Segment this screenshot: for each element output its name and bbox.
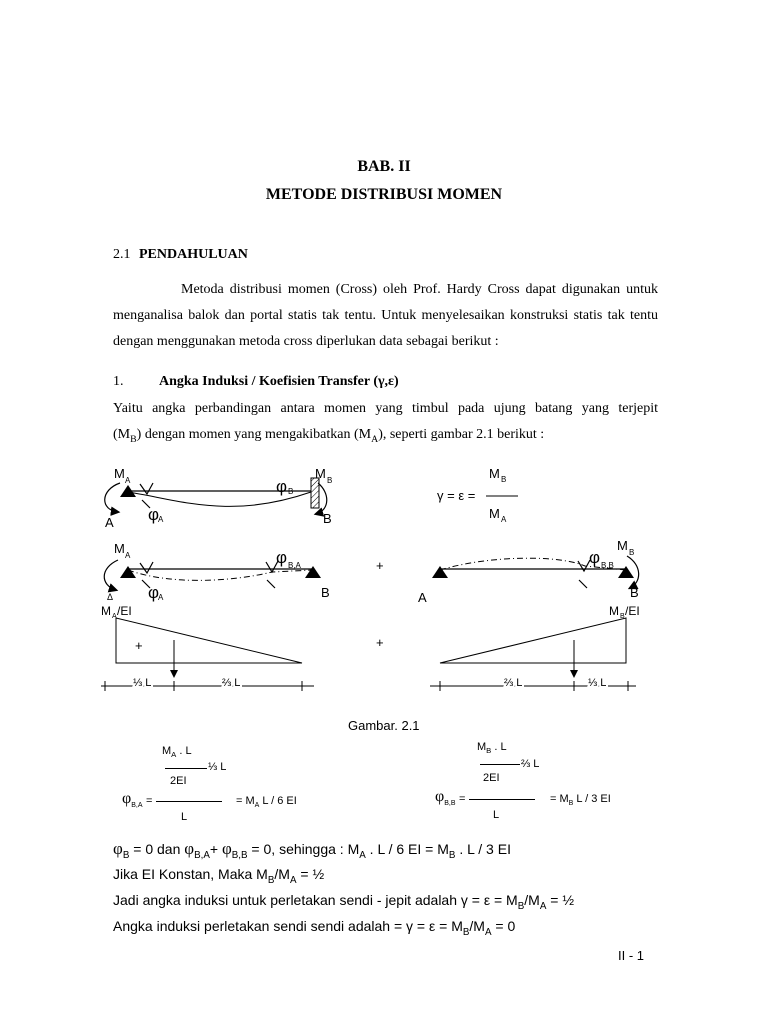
svg-text:⅓ L: ⅓ L (588, 677, 607, 689)
svg-text:Δ: Δ (107, 592, 114, 602)
svg-text:A: A (501, 515, 507, 524)
formula-right-den: 2EI (483, 772, 500, 784)
svg-text:φ: φ (276, 548, 288, 567)
formula-left-tail: ⅓ L (208, 761, 227, 773)
svg-text:A: A (418, 590, 427, 605)
beam-diagram-1 (105, 466, 333, 530)
svg-text:/EI: /EI (117, 604, 132, 618)
svg-text:+: + (135, 638, 143, 653)
formula-left-den: 2EI (170, 775, 187, 787)
formula-left-main-line (156, 801, 222, 802)
svg-text:B: B (630, 585, 639, 600)
item-text: Yaitu angka perbandingan antara momen yang timbul pada ujung batang yang terjepit (113, 401, 658, 416)
svg-text:M: M (489, 506, 500, 521)
svg-text:M: M (489, 466, 500, 481)
formula-left-lhs: $\varphi_{B,A}$ (122, 790, 143, 810)
formula-right-tail: ⅔ L (521, 758, 540, 770)
svg-text:/EI: /EI (625, 604, 640, 618)
sendi-sendi-line: Angka induksi perletakan sendi sendi adalah = $\gamma = \varepsilon = M_B/M_A = 0$ (113, 918, 516, 938)
formula-right-main-line (469, 799, 535, 800)
svg-text:B,A: B,A (288, 561, 301, 570)
label-b: B (323, 511, 332, 526)
beam-diagram-3 (418, 538, 639, 605)
sendi-jepit-line: Jadi angka induksi untuk perletakan sendi - jepit adalah $\gamma = \varepsilon = M_B/M_A$ = ½ (113, 892, 575, 912)
ei-constant-line: Jika EI Konstan, Maka $M_B/M_A$ = ½ (113, 866, 325, 886)
svg-text:B: B (288, 487, 294, 496)
figure-2-1 (0, 455, 768, 715)
svg-text:M: M (101, 604, 111, 618)
beam-diagram-2 (104, 541, 329, 602)
svg-text:⅔ L: ⅔ L (504, 677, 523, 689)
svg-text:M: M (617, 538, 628, 553)
label-ma: M (114, 466, 125, 481)
svg-text:⅔ L: ⅔ L (222, 677, 241, 689)
plus-sign-2: + (376, 635, 384, 650)
moment-diagram-left (101, 604, 314, 691)
section-title: PENDAHULUAN (139, 247, 248, 262)
item-text-2: $(M_B)$ dengan momen yang mengakibatkan $(M_A)$, seperti gambar 2.1 berikut : (113, 427, 545, 445)
formula-left-fraction-line (165, 768, 207, 769)
formula-left-result: = $M_A$ L / 6 EI (236, 795, 297, 810)
svg-text:B: B (321, 585, 330, 600)
page-number: II - 1 (618, 948, 645, 963)
svg-text:A: A (112, 613, 117, 620)
label-phi-a: φ (148, 505, 160, 524)
svg-text:φ: φ (148, 583, 160, 602)
formula-right-result: = $M_B$ L / 3 EI (550, 793, 611, 808)
formula-left-numerator: $M_A$ . L (162, 745, 192, 760)
chapter-title: METODE DISTRIBUSI MOMEN (265, 186, 503, 203)
figure-caption: Gambar. 2.1 (348, 718, 420, 733)
moment-arrow-a (105, 483, 120, 512)
svg-text:B: B (327, 476, 333, 485)
fixed-support-b (311, 478, 319, 508)
svg-text:B: B (501, 475, 507, 484)
svg-text:B: B (620, 613, 625, 620)
svg-text:A: A (125, 551, 131, 560)
formula-right-lhs: $\varphi_{B,B}$ (435, 788, 456, 808)
svg-text:B: B (629, 548, 635, 557)
plus-sign-1: + (376, 558, 384, 573)
svg-text:B,B: B,B (601, 561, 614, 570)
condition-equation: $\varphi_B = 0$ dan $\varphi_{B,A}+ \varphi_{B,B} = 0$, sehingga : $M_A$ . L / 6 EI = $M_B$ . L / 3 EI (113, 839, 511, 861)
svg-text:⅓ L: ⅓ L (133, 677, 152, 689)
label-a: A (105, 515, 114, 530)
svg-text:γ = ε =: γ = ε = (437, 488, 476, 503)
item-number: 1. (113, 374, 124, 389)
svg-text:A: A (158, 593, 164, 602)
svg-text:φ: φ (589, 548, 601, 567)
intro-paragraph: Metoda distribusi momen (Cross) oleh Prof. Hardy Cross dapat digunakan untuk menganalisa balok dan portal statis tak tentu. Untuk menyelesaikan konstruksi statis tak tentu dengan menggunakan metoda cross diperlukan data sebagai berikut : (113, 282, 658, 349)
label-mb: M (315, 466, 326, 481)
label-phi-b: φ (276, 477, 288, 496)
section-number: 2.1 (113, 247, 131, 262)
chapter-number: BAB. II (357, 158, 411, 175)
svg-text:M: M (114, 541, 125, 556)
svg-text:M: M (609, 604, 619, 618)
formula-right-numerator: $M_B$ . L (477, 741, 507, 756)
svg-text:A: A (125, 476, 131, 485)
moment-diagram-right (430, 604, 640, 691)
gamma-equation (437, 466, 518, 524)
item-title: Angka Induksi / Koefisien Transfer (γ,ε) (159, 374, 399, 389)
svg-text:A: A (158, 515, 164, 524)
formula-right-fraction-line (480, 764, 520, 765)
